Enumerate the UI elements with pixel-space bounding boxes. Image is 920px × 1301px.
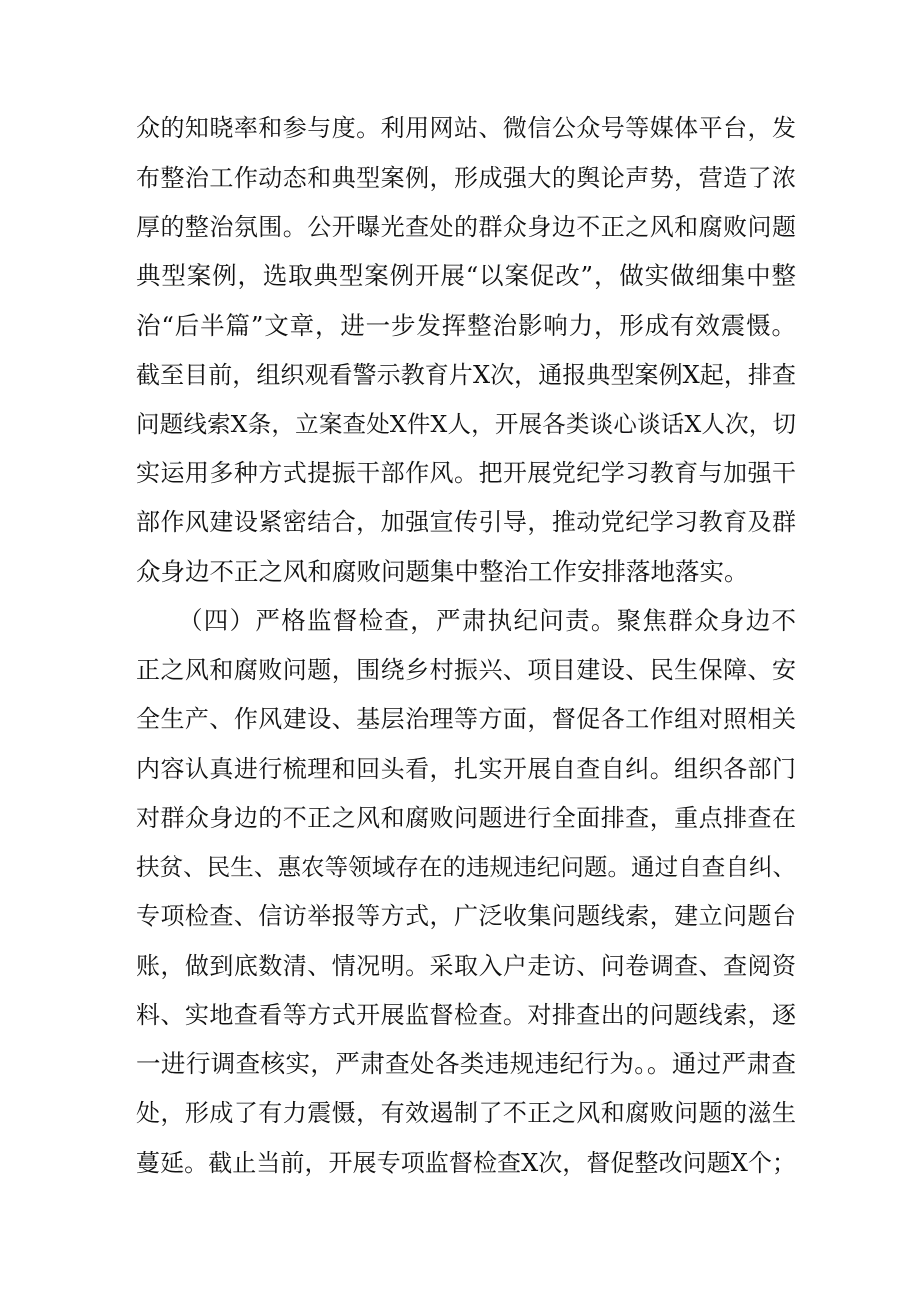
paragraph-line: 正之风和腐败问题，围绕乡村振兴、项目建设、民生保障、安 [136,656,796,684]
paragraph-line: 全生产、作风建设、基层治理等方面，督促各工作组对照相关 [136,705,796,733]
paragraph-line: 截至目前，组织观看警示教育片X次，通报典型案例X起，排查 [136,361,796,389]
paragraph-line: 账，做到底数清、情况明。采取入户走访、问卷调查、查阅资 [136,952,796,980]
paragraph-line: 问题线索X条，立案查处X件X人，开展各类谈心谈话X人次，切 [136,410,796,438]
paragraph-line: 一进行调查核实，严肃查处各类违规违纪行为。。通过严肃查 [136,1049,796,1078]
paragraph-line: 众身边不正之风和腐败问题集中整治工作安排落地落实。 [136,557,749,586]
paragraph-line: 料、实地查看等方式开展监督检查。对排查出的问题线索，逐 [136,1001,796,1029]
section-heading-line: （四）严格监督检查，严肃执纪问责。聚焦群众身边不 [178,606,796,635]
paragraph-line: 专项检查、信访举报等方式，广泛收集问题线索，建立问题台 [136,902,796,930]
paragraph-line: 实运用多种方式提振干部作风。把开展党纪学习教育与加强干 [136,459,796,487]
paragraph-line: 典型案例，选取典型案例开展“以案促改”，做实做细集中整 [136,261,796,290]
paragraph-line: 部作风建设紧密结合，加强宣传引导，推动党纪学习教育及群 [136,508,796,536]
paragraph-line: 对群众身边的不正之风和腐败问题进行全面排查，重点排查在 [136,804,796,832]
paragraph-line: 蔓延。截止当前，开展专项监督检查X次，督促整改问题X个； [136,1149,796,1177]
paragraph-line: 处，形成了有力震慑，有效遏制了不正之风和腐败问题的滋生 [136,1099,796,1127]
paragraph-line: 众的知晓率和参与度。利用网站、微信公众号等媒体平台，发 [136,114,796,142]
paragraph-line: 布整治工作动态和典型案例，形成强大的舆论声势，营造了浓 [136,164,796,192]
paragraph-line: 厚的整治氛围。公开曝光查处的群众身边不正之风和腐败问题 [136,213,796,241]
paragraph-line: 扶贫、民生、惠农等领域存在的违规违纪问题。通过自查自纠、 [136,853,796,881]
paragraph-line: 内容认真进行梳理和回头看，扎实开展自查自纠。组织各部门 [136,755,796,783]
paragraph-line: 治“后半篇”文章，进一步发挥整治影响力，形成有效震慑。 [136,311,796,340]
